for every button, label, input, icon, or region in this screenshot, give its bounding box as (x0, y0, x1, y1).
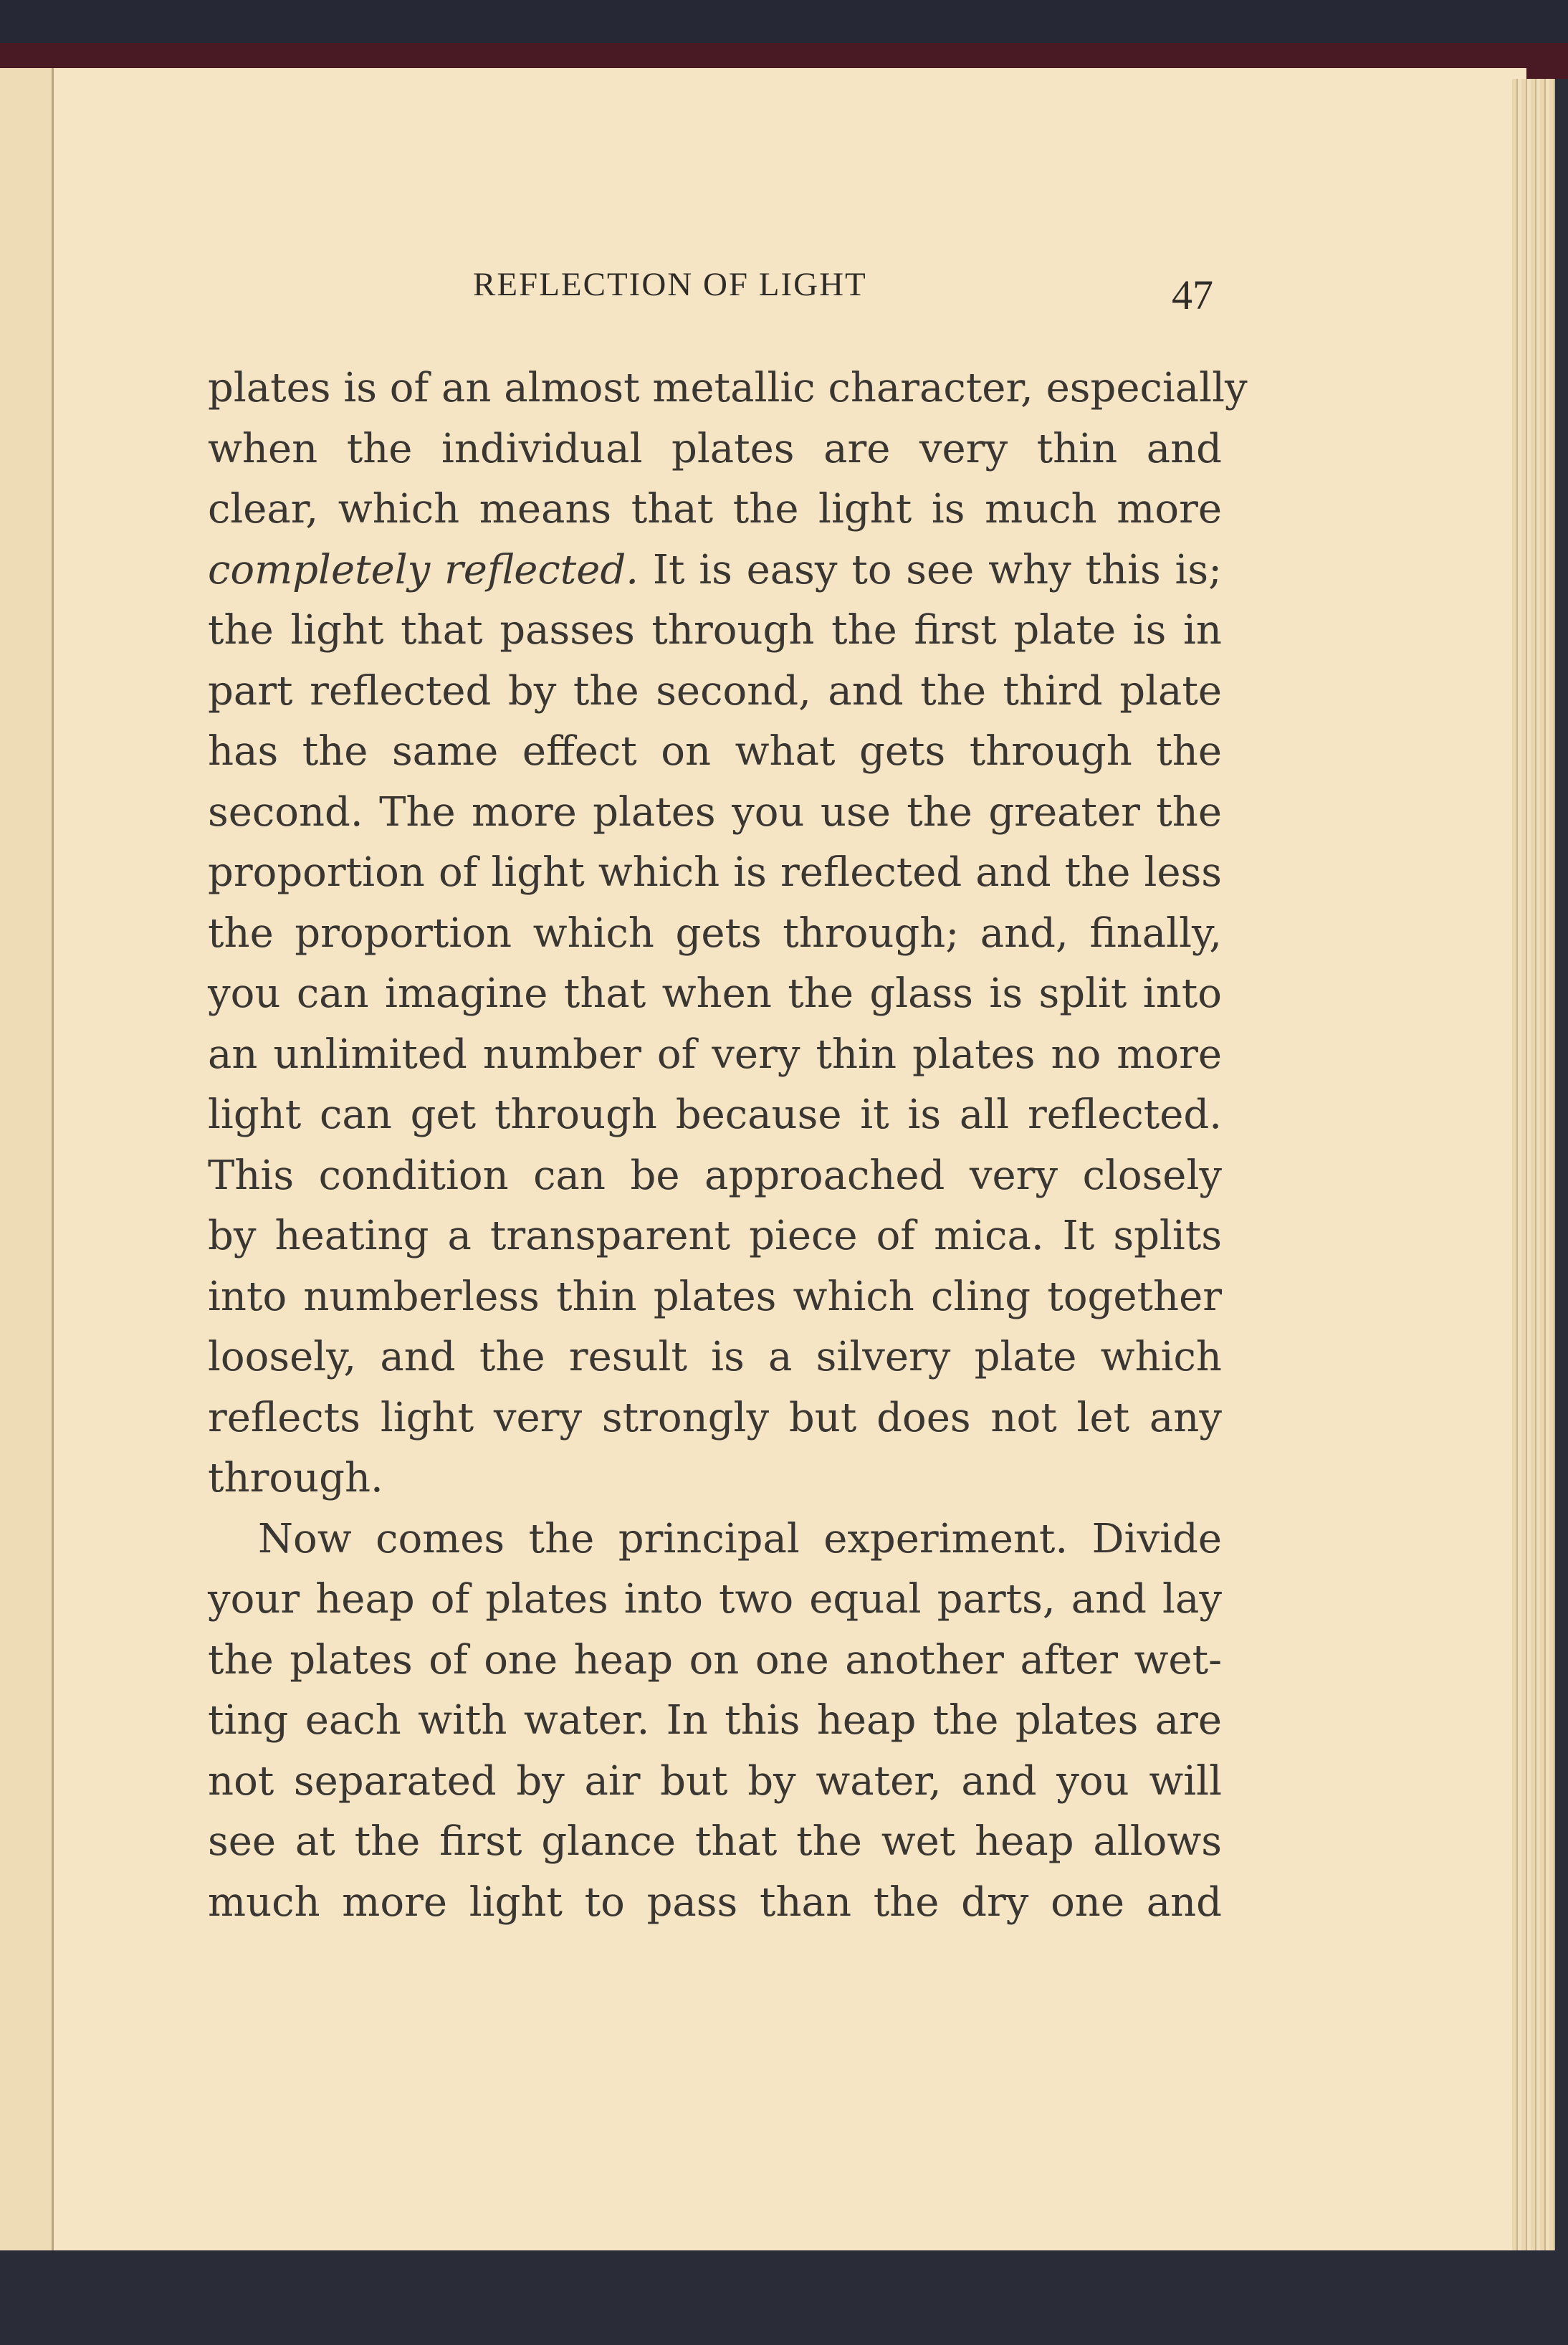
text-line: much more light to pass than the dry one and (208, 1878, 1222, 1926)
text-line: you can imagine that when the glass is split into (208, 970, 1222, 1017)
text-line: loosely, and the result is a silvery plate which (208, 1334, 1222, 1380)
text-line: light can get through because it is all reflected. (208, 1092, 1222, 1138)
text-line: the proportion which gets through; and, finally, (208, 909, 1222, 957)
text-line: the light that passes through the first plate is in (208, 607, 1222, 654)
text-line: part reflected by the second, and the third plate (208, 667, 1222, 715)
text-line (208, 540, 1222, 601)
page-edges (1512, 79, 1555, 2250)
text-line: when the individual plates are very thin and (208, 425, 1222, 472)
text-line: ting each with water. In this heap the plates are (208, 1697, 1222, 1744)
facing-page-gutter (0, 68, 54, 2254)
page-number: 47 (1172, 272, 1213, 318)
text-line: through. (208, 1455, 383, 1501)
running-head: REFLECTION OF LIGHT (473, 266, 867, 303)
text-line: has the same effect on what gets through the (208, 728, 1222, 775)
text-line: not separated by air but by water, and you will (208, 1757, 1222, 1805)
emphasis-text: completely reflected. (208, 546, 639, 593)
text-line: reflects light very strongly but does not let any (208, 1394, 1222, 1441)
text-line: by heating a transparent piece of mica. It splits (208, 1213, 1222, 1259)
text-line: into numberless thin plates which cling together (208, 1273, 1222, 1320)
book-cover-cloth-bottom (0, 2250, 1568, 2345)
text-line: see at the first glance that the wet heap allows (208, 1818, 1222, 1865)
text-line: clear, which means that the light is much more (208, 486, 1222, 532)
text-line: an unlimited number of very thin plates no more (208, 1031, 1222, 1078)
text-line: your heap of plates into two equal parts, and lay (208, 1576, 1222, 1623)
text-line: Now comes the principal experiment. Divide (258, 1515, 1222, 1562)
text-line: proportion of light which is reflected and the less (208, 849, 1222, 896)
text-line: second. The more plates you use the greater the (208, 788, 1222, 836)
text-line: This condition can be approached very closely (208, 1152, 1222, 1199)
body-text (208, 358, 1248, 1933)
text-line: the plates of one heap on one another after wet- (208, 1636, 1222, 1683)
text-fragment: It is easy to see why this is; (652, 546, 1222, 593)
text-line: plates is of an almost metallic character, especially (208, 365, 1248, 411)
